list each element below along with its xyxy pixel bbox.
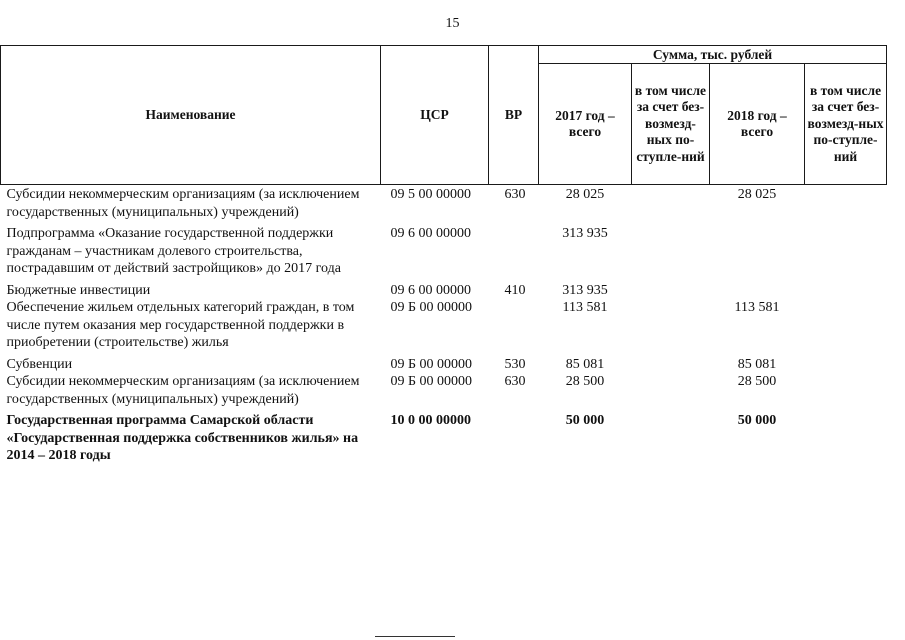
row-csr: 09 6 00 00000 [390, 226, 471, 241]
row-2017-total: 85 081 [565, 356, 605, 372]
row-name: Государственная программа Самарской области «Государственная поддержка собственников жилья» на 2014 – 2018 годы [6, 413, 359, 463]
row-csr: 09 5 00 00000 [390, 187, 471, 202]
row-2017-total: 28 025 [565, 187, 605, 202]
row-name: Субвенции [6, 356, 73, 372]
budget-table-wrapper [0, 45, 887, 465]
header-sum: Сумма, тыс. рублей [539, 46, 887, 64]
row-2018-total: 85 081 [737, 356, 777, 372]
footer-divider [375, 636, 455, 637]
row-2017-free [632, 412, 710, 465]
row-2017-total: 113 581 [562, 300, 608, 315]
row-2017-free [632, 356, 710, 374]
row-2018-free [805, 356, 887, 374]
row-2017-free [632, 225, 710, 278]
table-header [1, 46, 887, 185]
table-row [1, 373, 887, 408]
row-2018-free [805, 373, 887, 408]
table-body [1, 185, 887, 465]
row-2018-free [805, 282, 887, 300]
row-csr: 09 6 00 00000 [390, 282, 471, 298]
row-vr [489, 225, 539, 278]
row-2018-free [805, 185, 887, 222]
table-row [1, 299, 887, 352]
row-2017-total: 313 935 [562, 282, 608, 298]
row-csr: 10 0 00 00000 [390, 413, 471, 428]
header-2018-free: в том числе за счет без-возмезд-ных по-ступле-ний [805, 64, 887, 185]
row-2018-free [805, 299, 887, 352]
row-name: Субсидии некоммерческим организациям (за исключением государственных (муниципальных) учреждений) [6, 187, 360, 220]
row-vr: 410 [504, 282, 526, 298]
row-2017-free [632, 185, 710, 222]
row-vr: 630 [504, 187, 526, 202]
row-vr: 630 [504, 374, 526, 389]
header-vr: ВР [489, 46, 539, 185]
row-2018-total [710, 225, 805, 278]
row-2018-free [805, 225, 887, 278]
row-2017-free [632, 299, 710, 352]
row-name: Субсидии некоммерческим организациям (за исключением государственных (муниципальных) учреждений) [6, 374, 360, 407]
header-2017-total: 2017 год – всего [539, 64, 632, 185]
row-2017-total: 28 500 [565, 374, 605, 389]
budget-table [0, 45, 887, 465]
row-2017-total: 50 000 [565, 413, 605, 428]
header-2018-total: 2018 год – всего [710, 64, 805, 185]
table-row [1, 225, 887, 278]
table-row-program-total [1, 412, 887, 465]
row-2017-free [632, 282, 710, 300]
row-vr: 530 [504, 356, 526, 372]
row-name: Подпрограмма «Оказание государственной поддержки гражданам – участникам долевого строительства, пострадавшим от действий застройщиков» до 2017 года [6, 226, 341, 276]
row-vr [489, 299, 539, 352]
row-csr: 09 Б 00 00000 [390, 356, 473, 372]
table-row [1, 356, 887, 374]
header-name: Наименование [1, 46, 381, 185]
table-row [1, 185, 887, 222]
header-2017-free: в том числе за счет без-возмезд-ных по-ступле-ний [632, 64, 710, 185]
row-csr: 09 Б 00 00000 [390, 300, 473, 315]
row-vr [489, 412, 539, 465]
row-2018-free [805, 412, 887, 465]
row-2018-total: 50 000 [737, 413, 777, 428]
row-name: Бюджетные инвестиции [6, 282, 151, 298]
row-2018-total: 28 500 [737, 374, 777, 389]
row-2018-total: 28 025 [737, 187, 777, 202]
row-csr: 09 Б 00 00000 [390, 374, 473, 389]
row-2017-total: 313 935 [562, 226, 608, 241]
table-row [1, 282, 887, 300]
row-name: Обеспечение жильем отдельных категорий граждан, в том числе путем оказания мер государственной поддержки в приобретении (строительстве) жилья [6, 300, 355, 350]
page-number: 15 [445, 16, 460, 31]
header-csr: ЦСР [381, 46, 489, 185]
row-2017-free [632, 373, 710, 408]
row-2018-total [710, 282, 805, 300]
row-2018-total: 113 581 [734, 300, 780, 315]
